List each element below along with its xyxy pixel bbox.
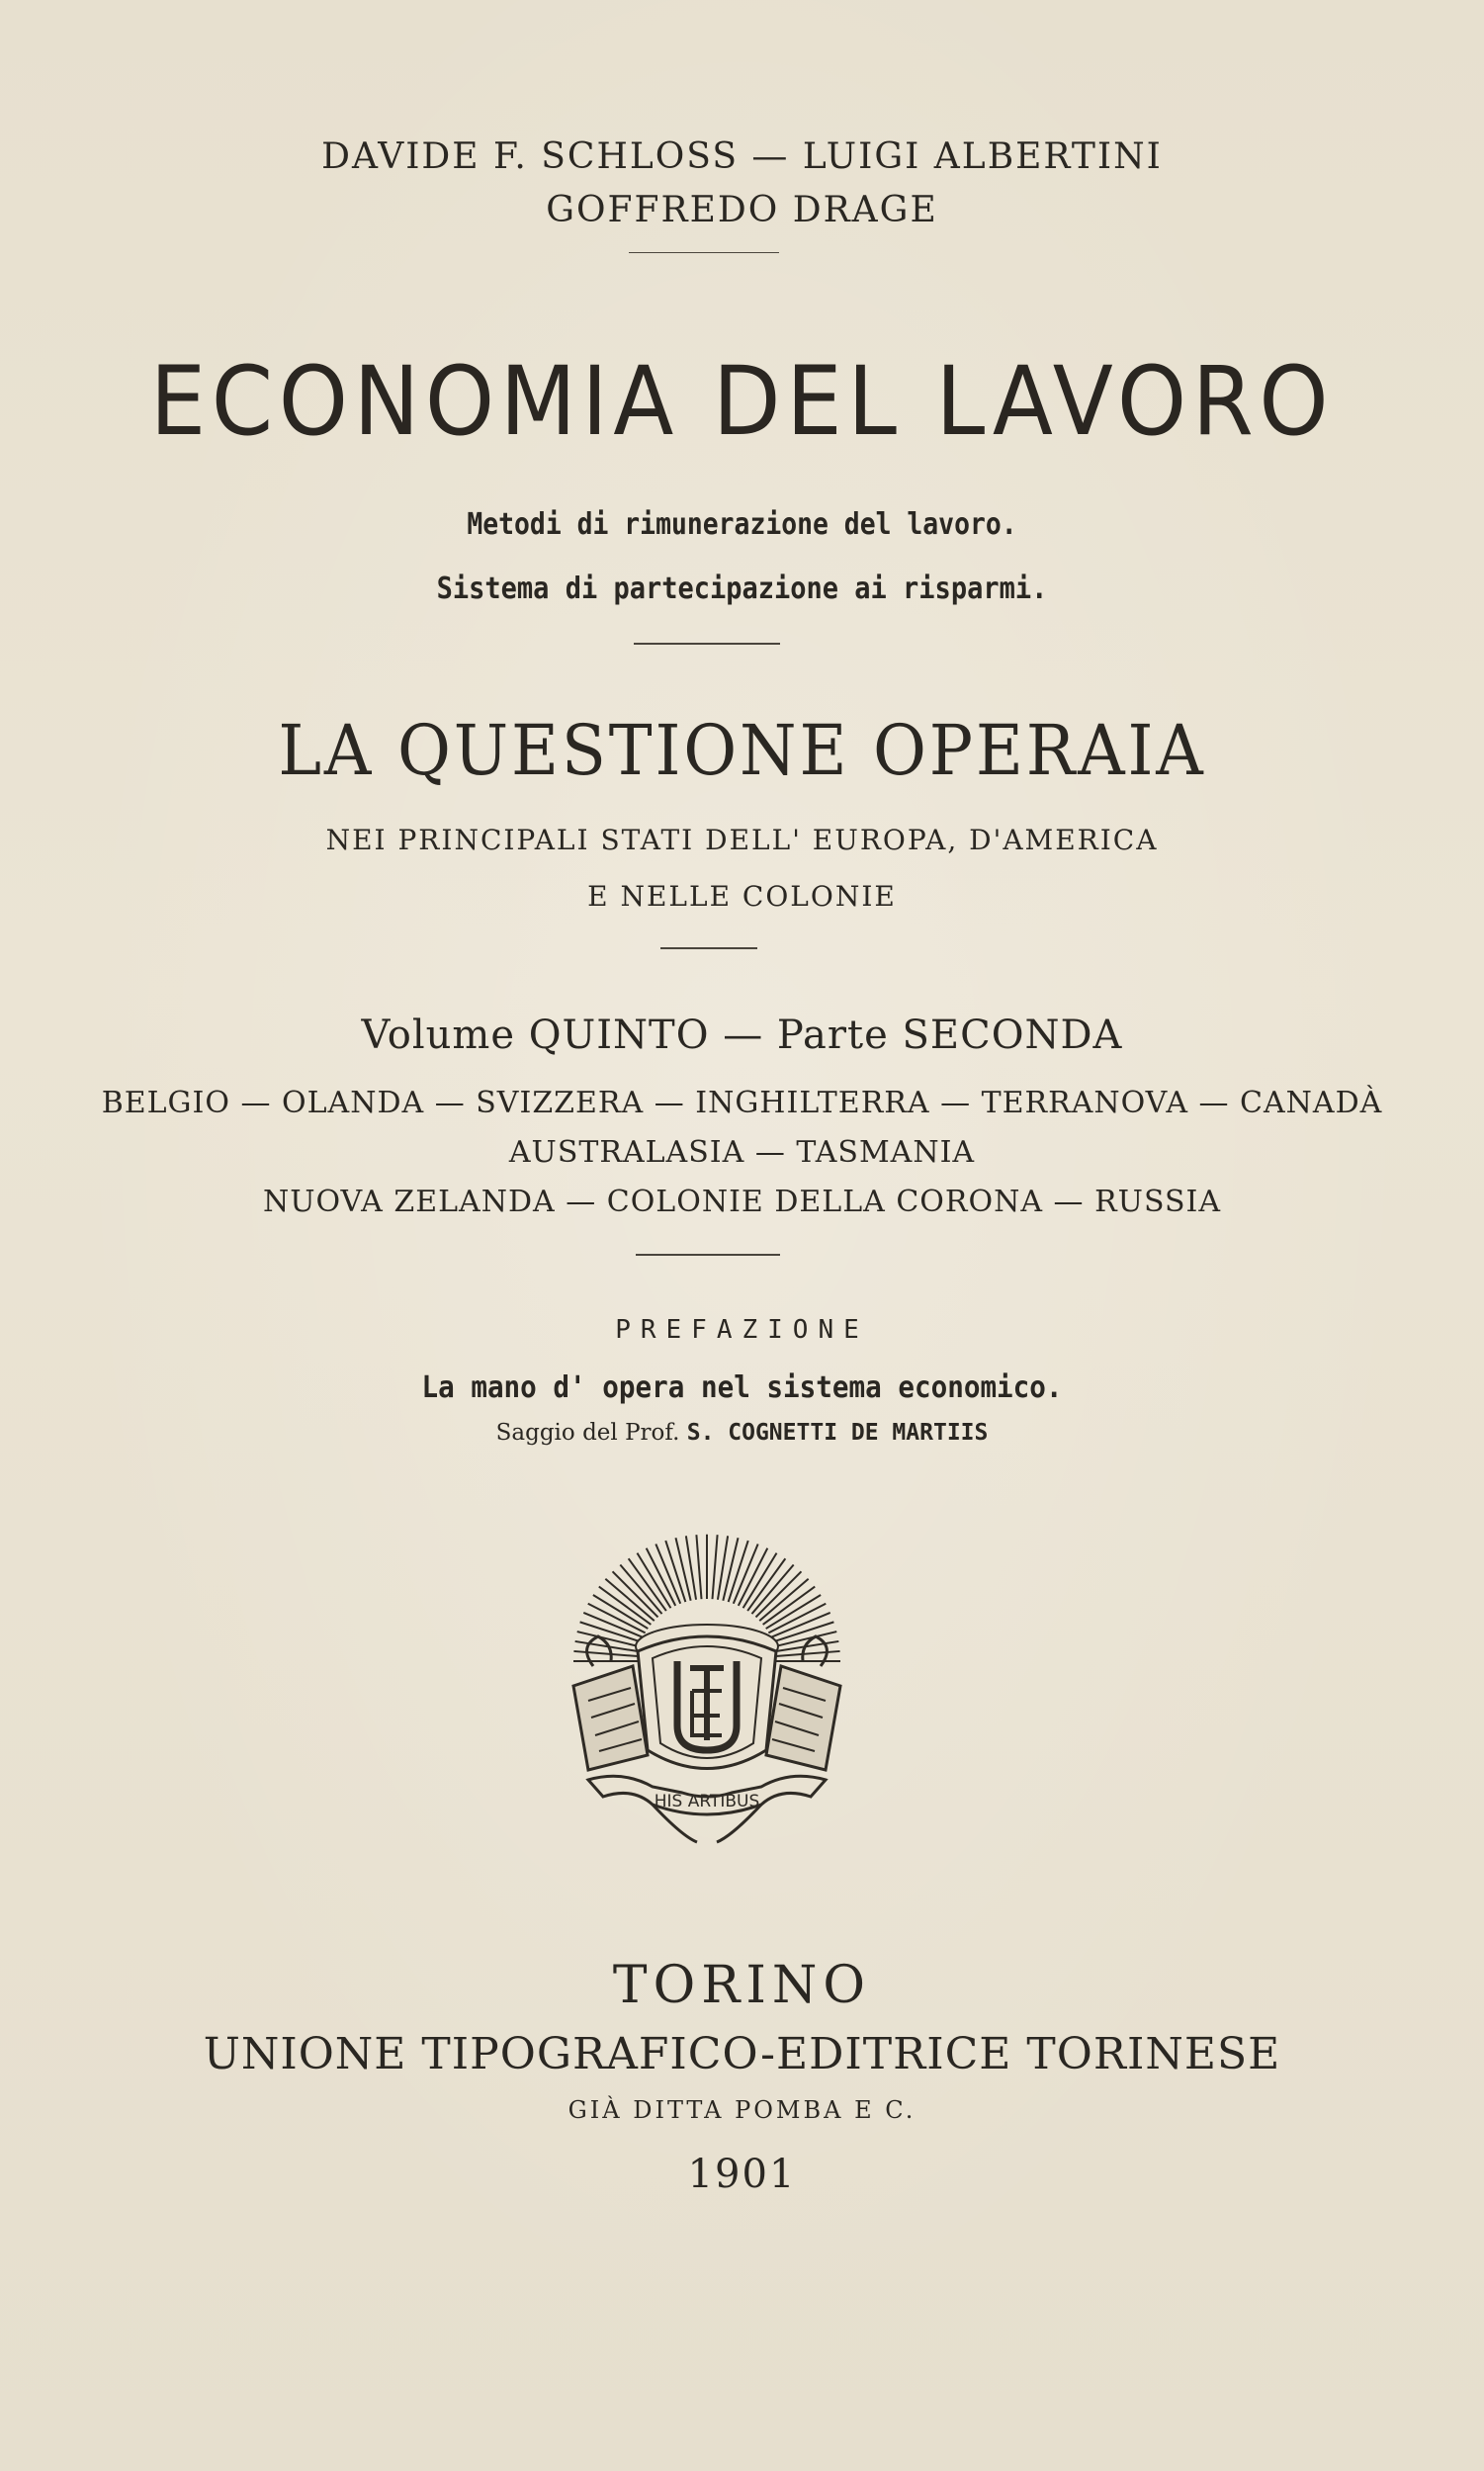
countries-line-3: NUOVA ZELANDA — COLONIE DELLA CORONA — RUSSIA xyxy=(262,1185,1222,1219)
emblem-ray xyxy=(776,1651,840,1656)
subtitle-line-2: Sistema di partecipazione ai risparmi. xyxy=(436,572,1048,606)
volume-line xyxy=(0,1013,1484,1058)
countries-line-1: BELGIO — OLANDA — SVIZZERA — INGHILTERRA — TERRANOVA — CANADÀ xyxy=(101,1086,1383,1120)
divider-series xyxy=(660,947,757,949)
volume-word xyxy=(362,1013,515,1058)
emblem-ray xyxy=(712,1535,717,1599)
part-word: Parte xyxy=(776,1013,889,1058)
authors-line-1: DAVIDE F. SCHLOSS — LUIGI ALBERTINI xyxy=(321,136,1163,177)
imprint-city: TORINO xyxy=(612,1956,872,2015)
series-subtitle-2: E NELLE COLONIE xyxy=(587,880,897,913)
countries-line-2: AUSTRALASIA — TASMANIA xyxy=(508,1135,976,1170)
divider-title xyxy=(634,643,780,645)
preface-title: La mano d' opera nel sistema economico. xyxy=(421,1370,1063,1405)
divider-authors xyxy=(629,252,779,253)
series-title: LA QUESTIONE OPERAIA xyxy=(278,710,1206,791)
emblem-motto: HIS ARTIBUS xyxy=(654,1792,760,1811)
imprint-year: 1901 xyxy=(687,2152,797,2197)
emblem-ray xyxy=(573,1651,638,1656)
divider-countries xyxy=(636,1254,780,1256)
main-title: ECONOMIA DEL LAVORO xyxy=(149,346,1335,457)
series-subtitle-1: NEI PRINCIPALI STATI DELL' EUROPA, D'AMERICA xyxy=(325,824,1159,856)
preface-label: PREFAZIONE xyxy=(615,1315,869,1345)
imprint-publisher: UNIONE TIPOGRAFICO-EDITRICE TORINESE xyxy=(203,2029,1281,2079)
publisher-emblem-icon xyxy=(554,1528,860,1854)
preface-author-prefix: Saggio del Prof. xyxy=(495,1420,680,1446)
part-number: SECONDA xyxy=(902,1013,1123,1058)
volume-dash: — xyxy=(709,1013,777,1058)
preface-author-name: S. COGNETTI DE MARTIIS xyxy=(686,1420,989,1446)
volume-word-text: Volume xyxy=(361,1013,515,1058)
publisher-emblem xyxy=(554,1528,860,1854)
authors-line-2: GOFFREDO DRAGE xyxy=(546,190,938,230)
imprint-note: GIÀ DITTA POMBA E C. xyxy=(567,2096,917,2124)
emblem-ray xyxy=(696,1535,701,1599)
subtitle-line-1: Metodi di rimunerazione del lavoro. xyxy=(467,507,1017,542)
volume-number: QUINTO xyxy=(528,1013,710,1058)
preface-author xyxy=(0,1420,1484,1446)
